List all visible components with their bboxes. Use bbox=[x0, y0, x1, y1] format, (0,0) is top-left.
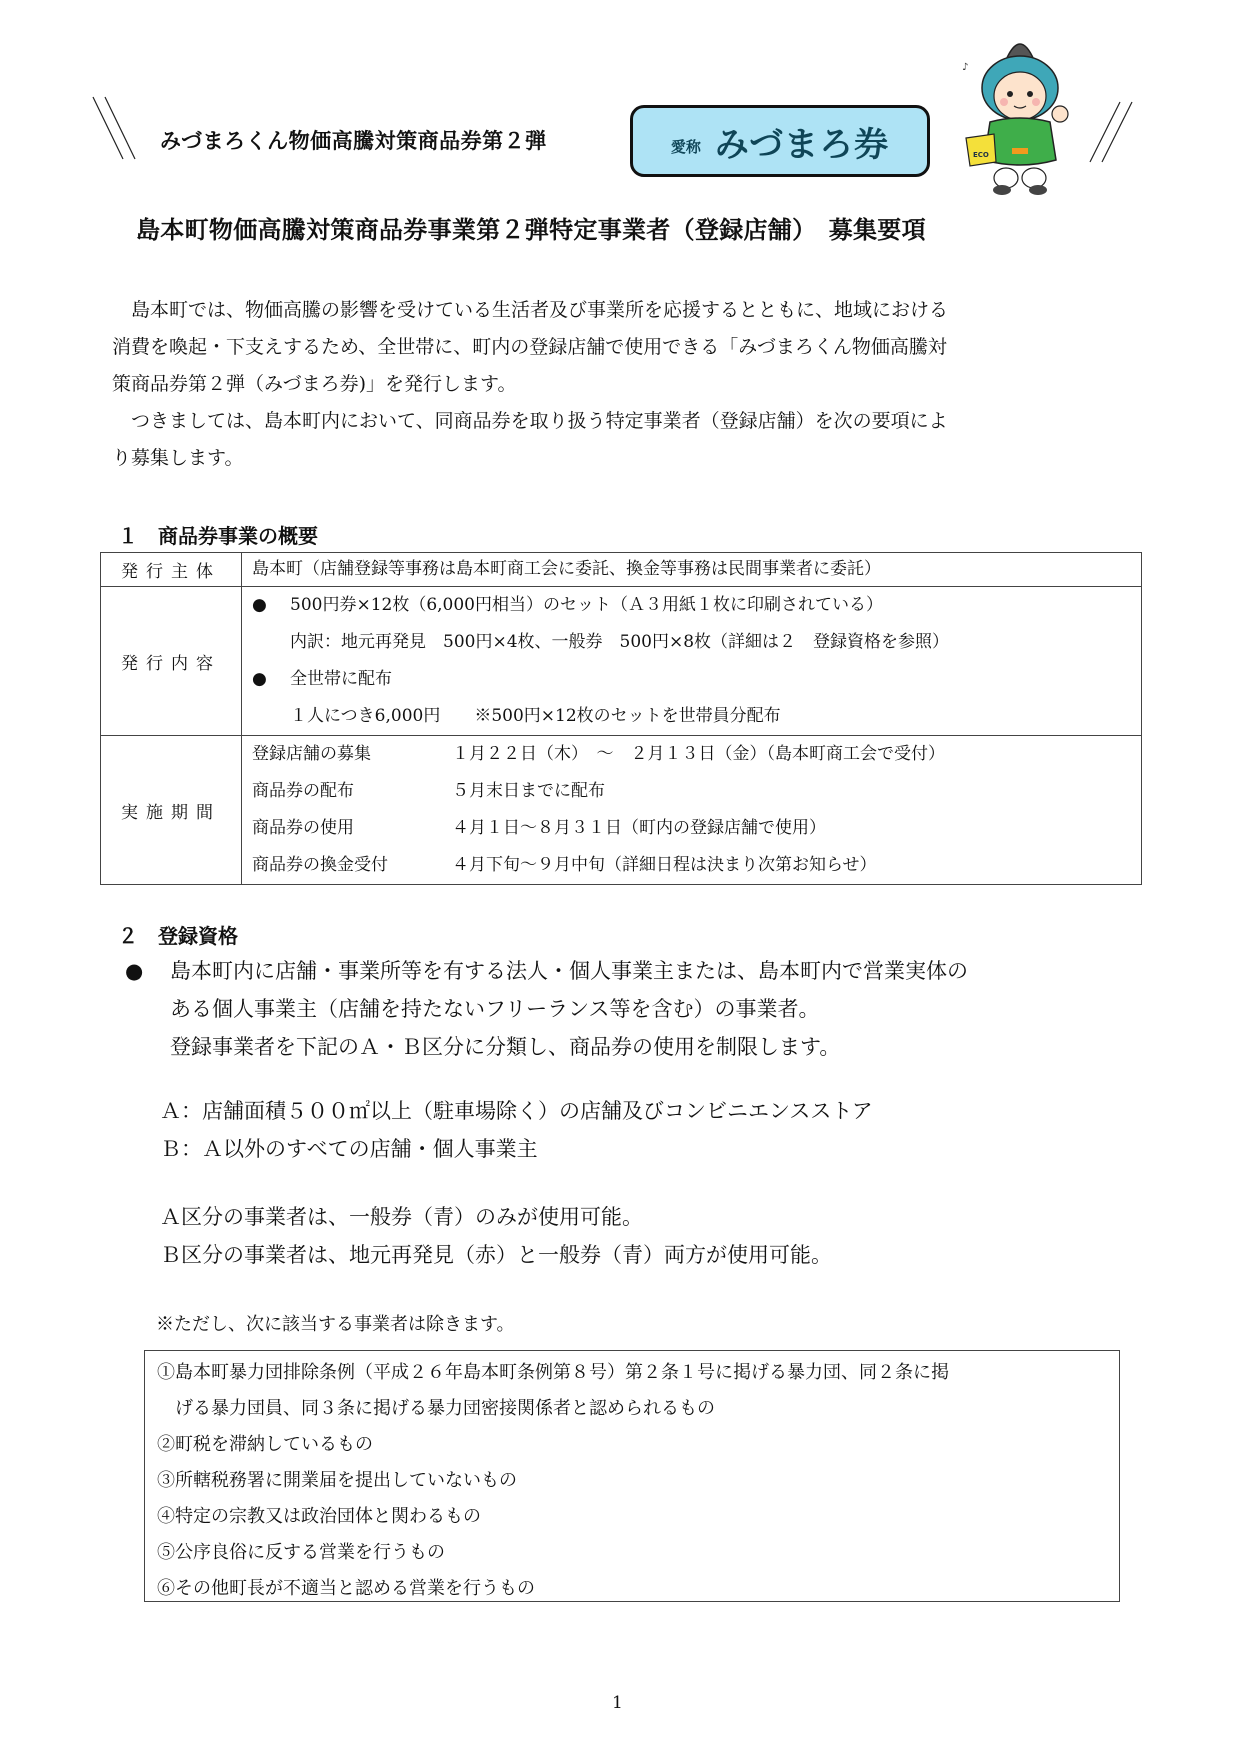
content-label: 発行内容 bbox=[101, 587, 242, 736]
exclusion-note: ※ただし、次に該当する事業者は除きます。 bbox=[156, 1314, 515, 1335]
exclusion-item: ②町税を滞納しているもの bbox=[157, 1434, 373, 1455]
period-item: 登録店舗の募集 １月２２日（木） ～ ２月１３日（金）（島本町商工会で受付） bbox=[252, 744, 945, 764]
bullet-icon: ● bbox=[252, 669, 267, 689]
eligibility-text: 島本町内に店舗・事業所等を有する法人・個人事業主または、島本町内で営業実体の ある個人事業主（店舗を持たないフリーランス等を含む）の事業者。 登録事業者を下記のＡ・Ｂ区分に分類し、商品券の使用を制限します。 bbox=[170, 959, 968, 1059]
nickname-text: みづまろ券 bbox=[714, 124, 890, 165]
svg-text:ECO: ECO bbox=[973, 151, 989, 159]
period-item: 商品券の配布 ５月末日までに配布 bbox=[252, 781, 605, 801]
table-row-period bbox=[101, 736, 1142, 885]
table-row-content bbox=[101, 587, 1142, 736]
section2-heading: ２ 登録資格 bbox=[118, 924, 238, 948]
usage-a: Ａ区分の事業者は、一般券（青）のみが使用可能。 bbox=[160, 1205, 643, 1229]
section1-heading: １ 商品券事業の概要 bbox=[118, 524, 318, 548]
overview-table bbox=[100, 552, 1142, 885]
period-item: 商品券の換金受付 ４月下旬～９月中旬（詳細日程は決まり次第お知らせ） bbox=[252, 855, 877, 875]
exclusion-item: ⑤公序良俗に反する営業を行うもの bbox=[157, 1542, 445, 1563]
issuer-label: 発行主体 bbox=[101, 553, 242, 587]
intro-line: 策商品券第２弾（みづまろ券)」を発行します。 bbox=[112, 373, 517, 395]
music-note-icon: ♪ bbox=[962, 62, 969, 73]
nickname-badge bbox=[630, 105, 930, 177]
period-value bbox=[242, 736, 1142, 885]
intro-line: り募集します。 bbox=[112, 447, 244, 469]
decorative-slash-left bbox=[85, 95, 145, 165]
exclusion-item: ①島本町暴力団排除条例（平成２６年島本町条例第８号）第２条１号に掲げる暴力団、同２条に掲 bbox=[157, 1362, 949, 1383]
page-number: 1 bbox=[612, 1693, 623, 1713]
campaign-subtitle: みづまろくん物価高騰対策商品券第２弾 bbox=[160, 129, 547, 153]
content-value: ● 500円券×12枚（6,000円相当）のセット（Ａ３用紙１枚に印刷されている） 内訳：地元再発見 500円×4枚、一般券 500円×8枚（詳細は２ 登録資格を参照） ● 全世帯に配布 １人につき6,000円 ※500円×12枚のセットを世帯員分配布 bbox=[242, 587, 1142, 736]
exclusion-item: ④特定の宗教又は政治団体と関わるもの bbox=[157, 1506, 481, 1527]
exclusion-item: ③所轄税務署に開業届を提出していないもの bbox=[157, 1470, 517, 1491]
period-label: 実施期間 bbox=[101, 736, 242, 885]
exclusion-item: げる暴力団員、同３条に掲げる暴力団密接関係者と認められるもの bbox=[157, 1398, 715, 1419]
category-b: Ｂ：Ａ以外のすべての店舗・個人事業主 bbox=[160, 1137, 538, 1161]
decorative-slash-right bbox=[1080, 100, 1140, 170]
section2-bullet-icon: ● bbox=[125, 959, 144, 983]
exclusion-item: ⑥その他町長が不適当と認める営業を行うもの bbox=[157, 1578, 535, 1599]
exclusion-box bbox=[144, 1350, 1120, 1602]
intro-line: つきましては、島本町内において、同商品券を取り扱う特定事業者（登録店舗）を次の要項によ bbox=[112, 410, 948, 432]
nickname-label: 愛称 bbox=[670, 137, 701, 156]
category-list bbox=[160, 1092, 873, 1168]
bullet-icon: ● bbox=[252, 595, 267, 615]
intro-paragraph bbox=[112, 292, 1132, 477]
period-item: 商品券の使用 ４月１日～８月３１日（町内の登録店舗で使用） bbox=[252, 818, 826, 838]
issuer-value: 島本町（店舗登録等事務は島本町商工会に委託、換金等事務は民間事業者に委託） bbox=[242, 553, 1142, 587]
table-row-issuer bbox=[101, 553, 1142, 587]
usage-list bbox=[160, 1198, 832, 1274]
eco-bag-icon bbox=[966, 134, 996, 166]
intro-line: 消費を喚起・下支えするため、全世帯に、町内の登録店舗で使用できる「みづまろくん物価高騰対 bbox=[112, 336, 947, 358]
document-title: 島本町物価高騰対策商品券事業第２弾特定事業者（登録店舗） 募集要項 bbox=[136, 216, 926, 244]
usage-b: Ｂ区分の事業者は、地元再発見（赤）と一般券（青）両方が使用可能。 bbox=[160, 1243, 832, 1267]
intro-line: 島本町では、物価高騰の影響を受けている生活者及び事業所を応援するとともに、地域における bbox=[112, 299, 949, 321]
mascot-illustration bbox=[948, 30, 1088, 200]
category-a: Ａ：店舗面積５００㎡以上（駐車場除く）の店舗及びコンビニエンスストア bbox=[160, 1099, 873, 1123]
